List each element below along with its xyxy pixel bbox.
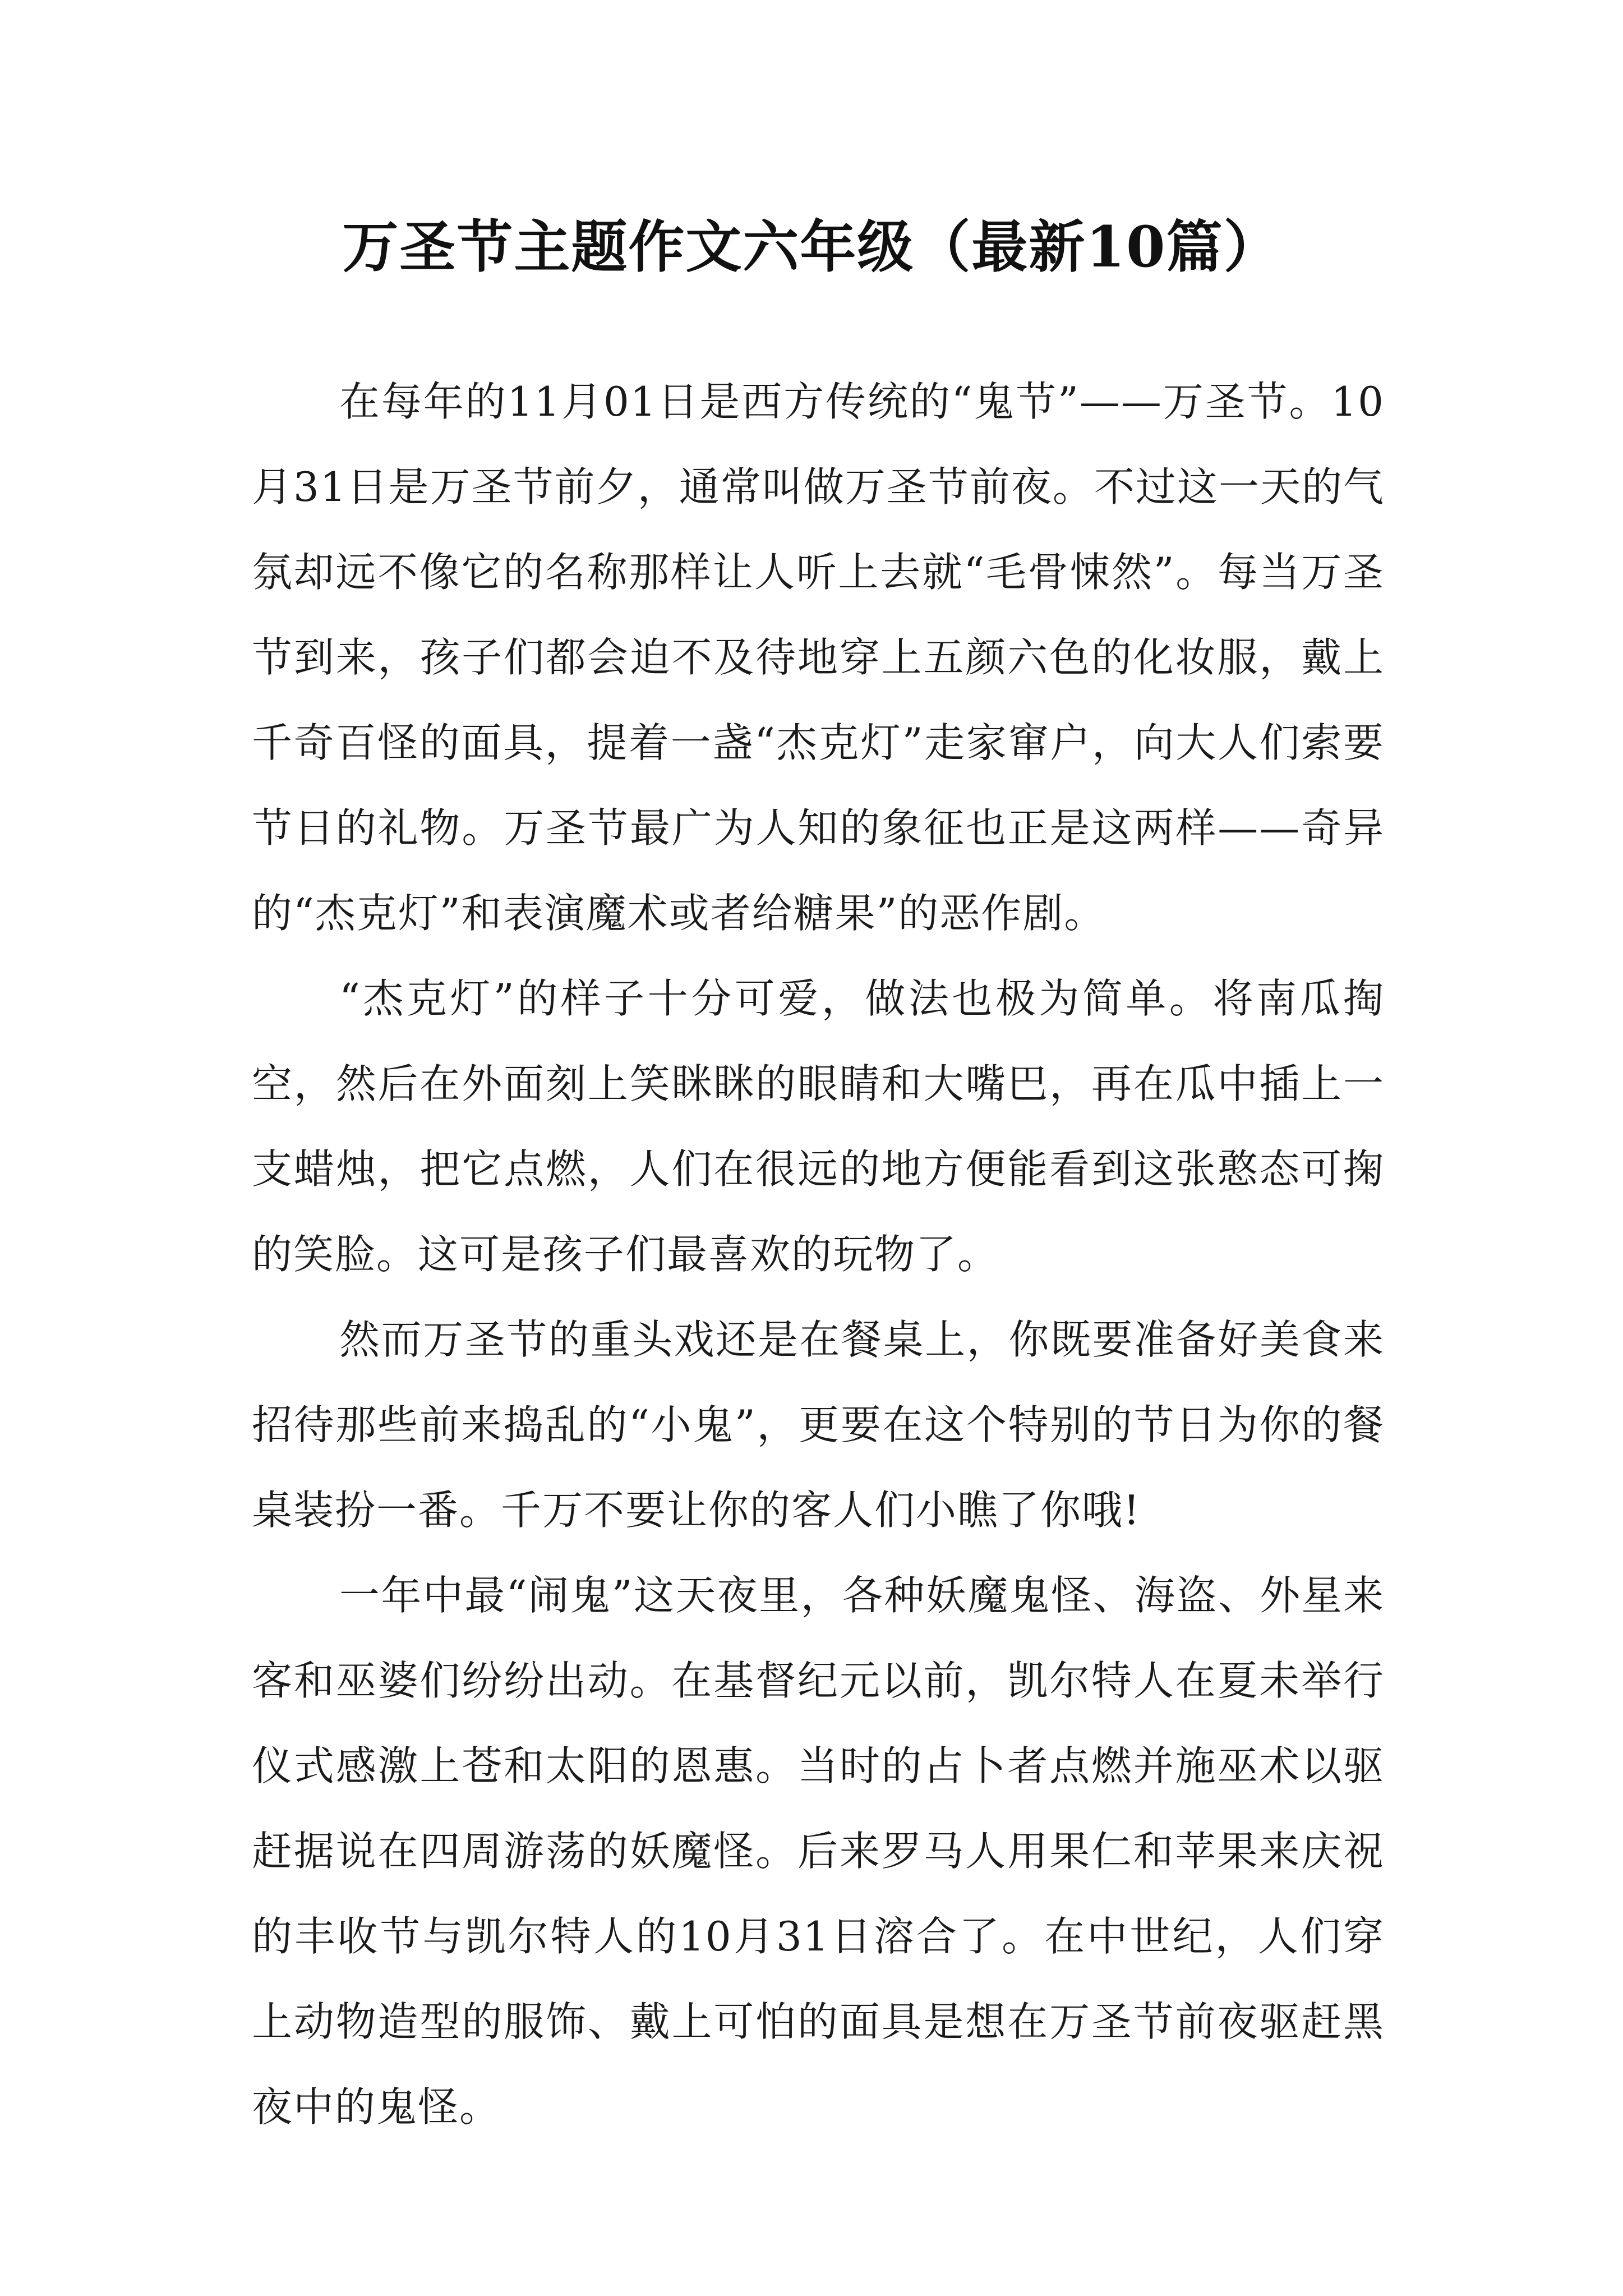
paragraph-2: “杰克灯”的样子十分可爱，做法也极为简单。将南瓜掏空，然后在外面刻上笑眯眯的眼睛和大嘴巴，再在瓜中插上一支蜡烛，把它点燃，人们在很远的地方便能看到这张憨态可掬的笑脸。这可是孩子们最喜欢的玩物了。: [252, 975, 1385, 1278]
paragraph-4: 一年中最“闹鬼”这天夜里，各种妖魔鬼怪、海盗、外星来客和巫婆们纷纷出动。在基督纪元以前，凯尔特人在夏未举行仪式感激上苍和太阳的恩惠。当时的占卜者点燃并施巫术以驱赶据说在四周游荡的妖魔怪。后来罗马人用果仁和苹果来庆祝的丰收节与凯尔特人的10月31日溶合了。在中世纪，人们穿上动物造型的服饰、戴上可怕的面具是想在万圣节前夜驱赶黑夜中的鬼怪。: [252, 1572, 1385, 2131]
paragraph-3: 然而万圣节的重头戏还是在餐桌上，你既要准备好美食来招待那些前来捣乱的“小鬼”，更要在这个特别的节日为你的餐桌装扮一番。千万不要让你的客人们小瞧了你哦!: [252, 1316, 1385, 1534]
paragraph-1: 在每年的11月01日是西方传统的“鬼节”——万圣节。10月31日是万圣节前夕，通常叫做万圣节前夜。不过这一天的气氛却远不像它的名称那样让人听上去就“毛骨悚然”。每当万圣节到来，孩子们都会迫不及待地穿上五颜六色的化妆服，戴上千奇百怪的面具，提着一盏“杰克灯”走家窜户，向大人们索要节日的礼物。万圣节最广为人知的象征也正是这两样——奇异的“杰克灯”和表演魔术或者给糖果”的恶作剧。: [252, 378, 1385, 937]
document-body: [252, 359, 1385, 2150]
document-title: 万圣节主题作文六年级（最新10篇）: [342, 214, 1281, 280]
